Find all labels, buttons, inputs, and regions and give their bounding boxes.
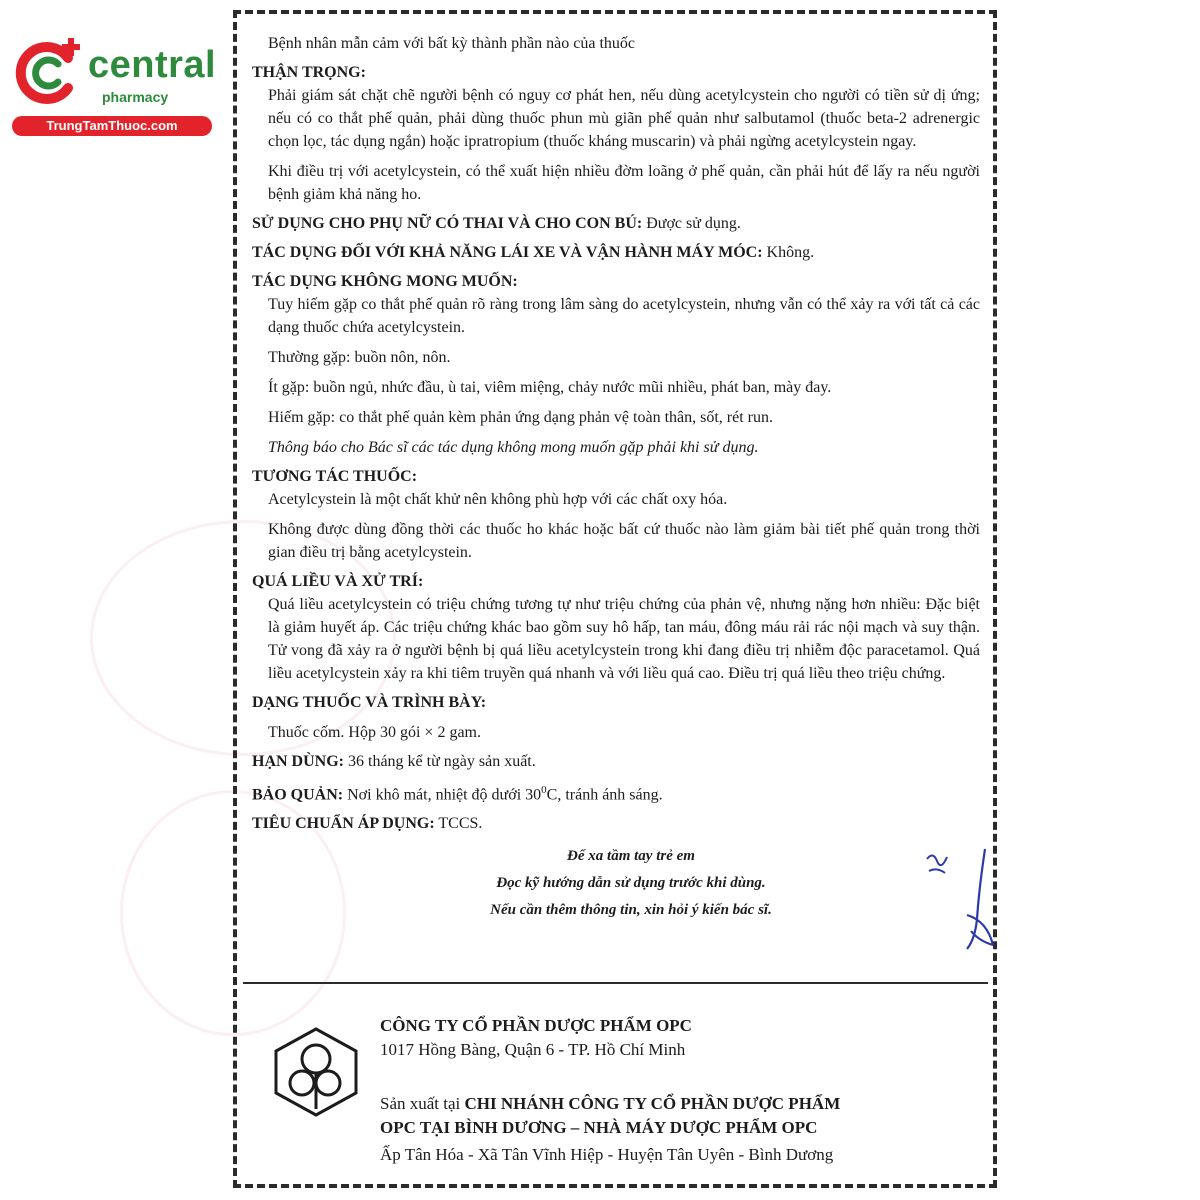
logo-brand: central bbox=[88, 44, 217, 86]
pregnancy-line bbox=[252, 212, 980, 235]
section-title: THẬN TRỌNG: bbox=[252, 64, 366, 81]
paragraph: Hiếm gặp: co thắt phế quản kèm phản ứng dạng phản vệ toàn thân, sốt, rét run. bbox=[268, 409, 773, 426]
paragraph: Tuy hiếm gặp co thắt phế quản rõ ràng trong lâm sàng do acetylcystein, nhưng vẫn có thể xảy ra với tất cả các dạng thuốc chứa acetylcystein. bbox=[268, 296, 980, 336]
divider bbox=[243, 982, 988, 984]
opc-logo-icon bbox=[272, 1025, 360, 1117]
paragraph: Thuốc cốm. Hộp 30 gói × 2 gam. bbox=[268, 724, 481, 741]
section-value: 36 tháng kể từ ngày sản xuất. bbox=[344, 753, 536, 770]
section-value: Không. bbox=[762, 244, 815, 261]
degree-sup: 0 bbox=[541, 784, 547, 796]
section-title: QUÁ LIỀU VÀ XỬ TRÍ: bbox=[252, 573, 424, 590]
section-title: SỬ DỤNG CHO PHỤ NỮ CÓ THAI VÀ CHO CON BÚ: bbox=[252, 215, 643, 232]
storage-line bbox=[252, 779, 980, 806]
leaflet-content bbox=[252, 32, 980, 924]
paragraph: Khi điều trị với acetylcystein, có thể xuất hiện nhiều đờm loãng ở phế quản, cần phải hút để lấy ra nếu người bệnh giảm khả năng ho. bbox=[268, 163, 980, 203]
warning-line: Nếu cần thêm thông tin, xin hỏi ý kiến bác sĩ. bbox=[490, 902, 772, 919]
warning-line: Đọc kỹ hướng dẫn sử dụng trước khi dùng. bbox=[496, 875, 766, 892]
section-value: TCCS. bbox=[434, 815, 483, 833]
pharmacy-cross-icon bbox=[10, 36, 90, 116]
warning-line: Để xa tầm tay trẻ em bbox=[567, 848, 695, 865]
paragraph: Phải giám sát chặt chẽ người bệnh có nguy cơ phát hen, nếu dùng acetylcystein cho người có tiền sử dị ứng; nếu có co thắt phế quản, phải dùng thuốc phun mù giãn phế quản như salbutamol (thuốc beta-2 adrenergic chọn lọc, tác dụng ngắn) hoặc ipratropium (thuốc kháng muscarin) và phải ngừng acetylcystein ngay. bbox=[268, 87, 980, 150]
section-title: TÁC DỤNG ĐỐI VỚI KHẢ NĂNG LÁI XE VÀ VẬN HÀNH MÁY MÓC: bbox=[252, 244, 763, 261]
central-pharmacy-logo[interactable] bbox=[10, 36, 215, 136]
manufacturer-line bbox=[380, 1092, 970, 1116]
paragraph: Acetylcystein là một chất khử nên không phù hợp với các chất oxy hóa. bbox=[268, 491, 728, 508]
section-title: TIÊU CHUẨN ÁP DỤNG: bbox=[252, 815, 435, 833]
section-title: HẠN DÙNG: bbox=[252, 753, 344, 770]
section-title: DẠNG THUỐC VÀ TRÌNH BÀY: bbox=[252, 694, 487, 711]
section-value: Nơi khô mát, nhiệt độ dưới 30 bbox=[343, 786, 542, 804]
logo-site: TrungTamThuoc.com bbox=[12, 116, 212, 136]
notice-line: Thông báo cho Bác sĩ các tác dụng không mong muốn gặp phải khi sử dụng. bbox=[268, 439, 759, 456]
contraindication-line: Bệnh nhân mẫn cảm với bất kỳ thành phần nào của thuốc bbox=[268, 35, 636, 52]
company-address: 1017 Hồng Bàng, Quận 6 - TP. Hồ Chí Minh bbox=[380, 1040, 686, 1059]
mfg-address: Ấp Tân Hóa - Xã Tân Vĩnh Hiệp - Huyện Tân Uyên - Bình Dương bbox=[380, 1145, 834, 1164]
driving-line bbox=[252, 241, 980, 264]
section-value: C, tránh ánh sáng. bbox=[546, 786, 663, 804]
logo-sub: pharmacy bbox=[102, 89, 169, 105]
paragraph: Không được dùng đồng thời các thuốc ho khác hoặc bất cứ thuốc nào làm giảm bài tiết phế quản trong thời gian điều trị bằng acetylcystein. bbox=[268, 521, 980, 561]
paragraph: Ít gặp: buồn ngủ, nhức đầu, ù tai, viêm miệng, chảy nước mũi nhiều, phát ban, mày đay. bbox=[268, 379, 832, 396]
company-block bbox=[380, 1014, 970, 1167]
paragraph: Thường gặp: buồn nôn, nôn. bbox=[268, 349, 451, 366]
paragraph: Quá liều acetylcystein có triệu chứng tương tự như triệu chứng của phản vệ, nhưng nặng hơn nhiều: Đặc biệt là giảm huyết áp. Các triệu chứng khác bao gồm suy hô hấp, tan máu, đông máu rải rác nội mạch và suy thận. Tử vong đã xảy ra ở người bệnh bị quá liều acetylcystein trong khi đang điều trị nhiễm độc paracetamol. Quá liều acetylcystein xảy ra khi tiêm truyền quá nhanh và với liều quá cao. Điều trị quá liều theo triệu chứng. bbox=[268, 596, 980, 682]
mfg-name-line2: OPC TẠI BÌNH DƯƠNG – NHÀ MÁY DƯỢC PHẨM OPC bbox=[380, 1118, 818, 1137]
handwritten-signature bbox=[915, 845, 1005, 965]
section-title: TÁC DỤNG KHÔNG MONG MUỐN: bbox=[252, 273, 518, 290]
company-name: CÔNG TY CỔ PHẦN DƯỢC PHẨM OPC bbox=[380, 1016, 692, 1035]
warnings-block bbox=[252, 843, 980, 924]
standard-line bbox=[252, 812, 980, 835]
mfg-prefix: Sản xuất tại bbox=[380, 1094, 465, 1113]
mfg-name: CHI NHÁNH CÔNG TY CỔ PHẦN DƯỢC PHẨM bbox=[464, 1094, 841, 1113]
section-value: Được sử dụng. bbox=[642, 215, 741, 232]
expiry-line bbox=[252, 750, 980, 773]
section-title: BẢO QUẢN: bbox=[252, 786, 344, 804]
section-title: TƯƠNG TÁC THUỐC: bbox=[252, 468, 418, 485]
